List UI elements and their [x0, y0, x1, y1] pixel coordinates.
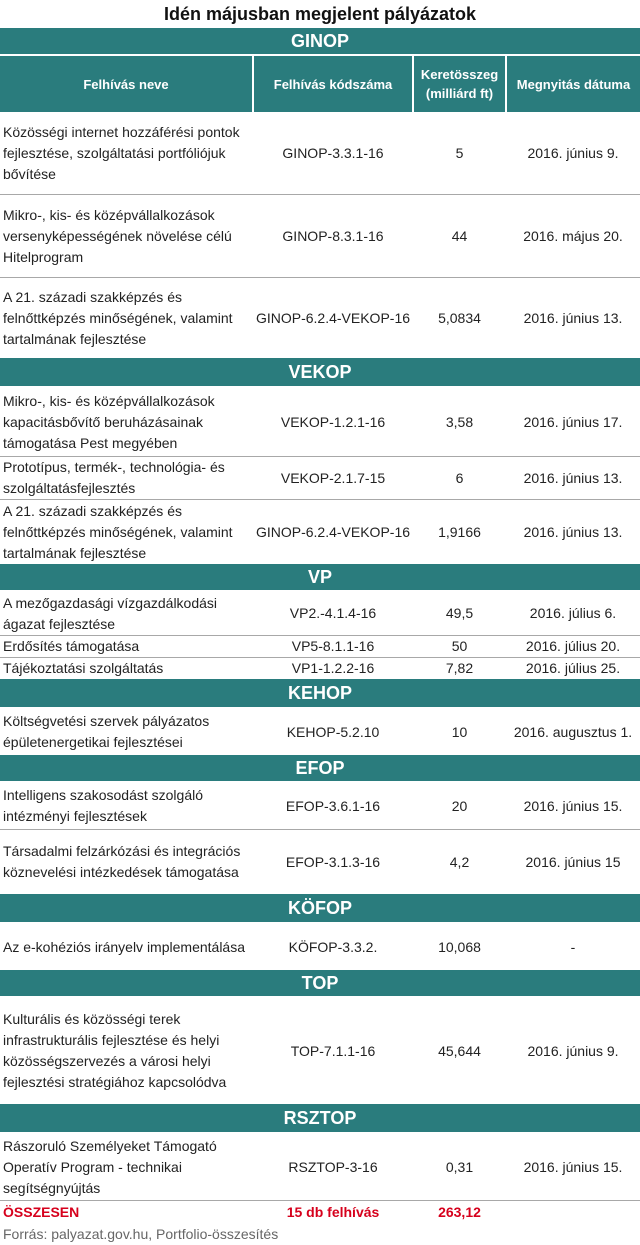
section-title: VEKOP [0, 358, 640, 387]
cell-code: VEKOP-1.2.1-16 [253, 387, 413, 457]
table-row [0, 500, 640, 565]
table-row [0, 636, 640, 658]
section-header [0, 679, 640, 708]
cell-date: 2016. június 13. [523, 523, 623, 540]
section-header [0, 564, 640, 591]
table-row [0, 830, 640, 895]
cell-amount: 7,82 [445, 660, 474, 676]
cell-name: Társadalmi felzárkózási és integrációs köznevelési intézkedések támogatása [3, 843, 241, 880]
table-row [0, 112, 640, 195]
column-header-code: Felhívás kódszáma [253, 55, 413, 112]
table-row [0, 923, 640, 970]
table-row [0, 1133, 640, 1201]
cell-name: Erdősítés támogatása [0, 636, 253, 658]
total-empty [506, 1201, 640, 1224]
cell-date: 2016. július 25. [525, 660, 621, 676]
cell-name: Tájékoztatási szolgáltatás [3, 660, 164, 676]
section-title: RSZTOP [0, 1104, 640, 1133]
total-label: ÖSSZESEN [0, 1201, 253, 1224]
cell-code: GINOP-3.3.1-16 [253, 112, 413, 195]
cell-code: KÖFOP-3.3.2. [288, 938, 378, 955]
total-row [0, 1201, 640, 1224]
table-row [0, 708, 640, 755]
section-header [0, 970, 640, 997]
cell-name: Prototípus, termék-, technológia- és szolgáltatásfejlesztés [0, 457, 253, 500]
cell-name: Rászoruló Személyeket Támogató Operatív Program - technikai segítségnyújtás [3, 1137, 217, 1196]
source-note: Forrás: palyazat.gov.hu, Portfolio-összesítés [3, 1226, 279, 1242]
cell-date: 2016. június 15. [523, 1158, 623, 1175]
table-row [0, 658, 640, 680]
cell-code: EFOP-3.6.1-16 [253, 782, 413, 830]
cell-amount: 5 [413, 112, 506, 195]
cell-name: Kulturális és közösségi terek infrastrukturális fejlesztése és helyi közösségszervezés a városi helyi fejlesztési stratégiához kapcsolódva [3, 1011, 227, 1090]
cell-date: 2016. június 17. [506, 387, 640, 457]
cell-code: TOP-7.1.1-16 [290, 1042, 376, 1059]
cell-date: - [570, 938, 576, 955]
table-row [0, 997, 640, 1104]
cell-amount: 6 [413, 457, 506, 500]
section-title: TOP [0, 970, 640, 997]
cell-date: 2016. június 13. [506, 457, 640, 500]
section-title: EFOP [0, 755, 640, 782]
cell-code: VP5-8.1.1-16 [253, 636, 413, 658]
cell-name: A 21. századi szakképzés és felnőttképzés minőségének, valamint tartalmának fejlesztése [3, 502, 233, 561]
section-title: GINOP [0, 28, 640, 55]
cell-amount: 49,5 [413, 591, 506, 636]
section-title: VP [0, 564, 640, 591]
table-row [0, 591, 640, 636]
table-row [0, 387, 640, 457]
cell-code: GINOP-8.3.1-16 [253, 195, 413, 278]
cell-date: 2016. június 9. [506, 112, 640, 195]
cell-code: GINOP-6.2.4-VEKOP-16 [255, 309, 411, 326]
cell-name: Az e-kohéziós irányelv implementálása [3, 938, 245, 955]
cell-code: KEHOP-5.2.10 [286, 723, 380, 740]
cell-date: 2016. június 9. [527, 1042, 619, 1059]
table-row [0, 457, 640, 500]
cell-code: VP1-1.2.2-16 [291, 660, 375, 676]
cell-code: VEKOP-2.1.7-15 [253, 457, 413, 500]
section-header [0, 28, 640, 55]
cell-name: Mikro-, kis- és középvállalkozások versenyképességének növelése célú Hitelprogram [0, 195, 253, 278]
cell-amount: 45,644 [438, 1042, 481, 1059]
column-header-row [0, 55, 640, 112]
cell-code: RSZTOP-3-16 [288, 1158, 378, 1175]
cell-amount: 0,31 [445, 1158, 474, 1175]
cell-name: Intelligens szakosodást szolgáló intézményi fejlesztések [0, 782, 253, 830]
cell-date: 2016. június 13. [523, 309, 623, 326]
column-header-date: Megnyitás dátuma [506, 55, 640, 112]
cell-amount: 5,0834 [438, 309, 481, 326]
total-amount: 263,12 [413, 1201, 506, 1224]
cell-amount: 10,068 [438, 938, 481, 955]
cell-name: Mikro-, kis- és középvállalkozások kapacitásbővítő beruházásainak támogatása Pest megyében [0, 387, 253, 457]
table-row [0, 278, 640, 359]
cell-name: A 21. századi szakképzés és felnőttképzés minőségének, valamint tartalmának fejlesztése [3, 288, 233, 347]
cell-amount: 44 [413, 195, 506, 278]
cell-date: 2016. június 15. [506, 782, 640, 830]
section-header [0, 894, 640, 923]
section-title: KEHOP [0, 679, 640, 708]
total-count: 15 db felhívás [253, 1201, 413, 1224]
page-title: Idén májusban megjelent pályázatok [163, 4, 477, 24]
column-header-name: Felhívás neve [0, 55, 253, 112]
cell-date: 2016. május 20. [506, 195, 640, 278]
cell-amount: 3,58 [413, 387, 506, 457]
table-row [0, 782, 640, 830]
grants-table [0, 28, 640, 1223]
cell-amount: 50 [413, 636, 506, 658]
column-header-amount: Keretösszeg (milliárd ft) [413, 55, 506, 112]
table-row [0, 195, 640, 278]
section-header [0, 755, 640, 782]
cell-amount: 4,2 [449, 853, 470, 870]
cell-amount: 10 [451, 723, 468, 740]
cell-amount: 20 [413, 782, 506, 830]
cell-date: 2016. június 15 [525, 853, 621, 870]
cell-name: Közösségi internet hozzáférési pontok fejlesztése, szolgáltatási portfóliójuk bővítése [0, 112, 253, 195]
cell-name: Költségvetési szervek pályázatos épületenergetikai fejlesztései [3, 713, 210, 750]
cell-amount: 1,9166 [438, 523, 481, 540]
section-header [0, 1104, 640, 1133]
cell-date: 2016. július 20. [506, 636, 640, 658]
cell-date: 2016. július 6. [506, 591, 640, 636]
cell-code: GINOP-6.2.4-VEKOP-16 [255, 523, 411, 540]
section-header [0, 358, 640, 387]
cell-name: A mezőgazdasági vízgazdálkodási ágazat fejlesztése [0, 591, 253, 636]
section-title: KÖFOP [0, 894, 640, 923]
cell-code: VP2.-4.1.4-16 [253, 591, 413, 636]
cell-code: EFOP-3.1.3-16 [285, 853, 381, 870]
cell-date: 2016. augusztus 1. [513, 723, 633, 740]
